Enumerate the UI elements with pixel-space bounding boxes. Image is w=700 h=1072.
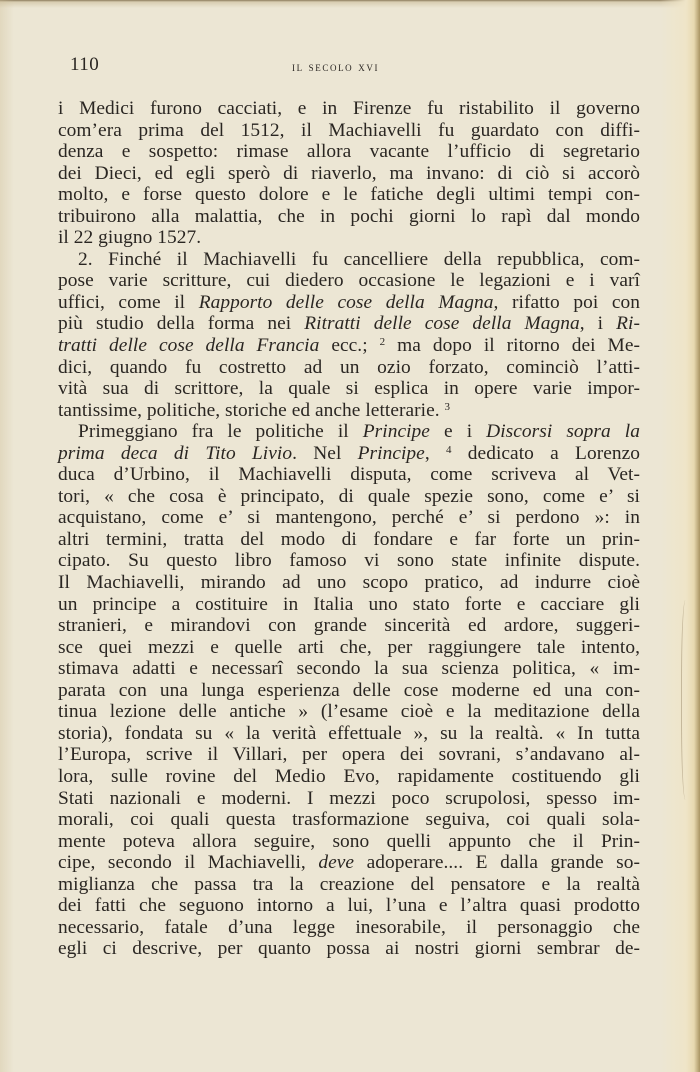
text-line: stimava adatti e necessarî secondo la sua scienza politica, « im- (58, 658, 640, 680)
text-line: altri termini, tratta del modo di fondare e far forte un prin- (58, 528, 640, 550)
text-line: denza e sospetto: rimase allora vacante l’ufficio di segretario (58, 141, 640, 163)
text-line: acquistano, come e’ si mantengono, perché e’ si perdono »: in (58, 507, 640, 529)
text-run: dedicato a Lorenzo (451, 442, 641, 464)
text-line: Stati nazionali e moderni. I mezzi poco scrupolosi, spesso im- (58, 787, 640, 809)
text-run: uffici, come il (58, 291, 199, 313)
text-line: dici, quando fu costretto ad un ozio forzato, cominciò l’atti- (58, 356, 640, 378)
text-line (58, 292, 640, 314)
text-run: e i (429, 421, 487, 443)
text-run: cipe, secondo il Machiavelli, (58, 852, 319, 874)
text-run: . Nel (292, 442, 358, 464)
text-line: dei Dieci, ed egli sperò di riaverlo, ma invano: di ciò si accorò (58, 162, 640, 184)
text-line (58, 313, 640, 335)
text-line: dei fatti che seguono intorno a lui, l’una e l’altra quasi prodotto (58, 895, 640, 917)
text-run: , rifatto poi con (493, 291, 640, 313)
text-line: sce quei mezzi e quelle arti che, per raggiungere tale intento, (58, 636, 640, 658)
text-line: 2. Finché il Machiavelli fu cancelliere della repubblica, com- (78, 248, 640, 270)
text-line: necessario, fatale d’una legge inesorabile, il personaggio che (58, 916, 640, 938)
text-run: , (424, 442, 446, 464)
text-line: tinua lezione delle antiche » (l’esame cioè e la meditazione della (58, 701, 640, 723)
text-line: lora, sulle rovine del Medio Evo, rapidamente costituendo gli (58, 765, 640, 787)
italic-title: Rapporto delle cose della Magna (198, 291, 494, 313)
text-run: Primeggiano fra le politiche il (78, 421, 363, 443)
text-run: tantissime, politiche, storiche ed anche letterarie. (58, 399, 445, 421)
text-line: miglianza che passa tra la creazione del pensatore e la realtà (58, 873, 640, 895)
text-line (58, 400, 640, 422)
text-run: adoperare.... E dalla grande so- (354, 852, 640, 874)
footnote-marker: 3 (444, 400, 451, 413)
text-run: , i (579, 313, 617, 335)
text-line (58, 852, 640, 874)
text-line: tribuirono alla malattia, che in pochi giorni lo rapì dal mondo (58, 205, 640, 227)
text-run: ecc.; (319, 335, 380, 357)
text-line (58, 335, 640, 357)
text-line: pose varie scritture, cui diedero occasione le legazioni e i varî (58, 270, 640, 292)
text-line: morali, coi quali questa trasformazione seguiva, coi quali sola- (58, 809, 640, 831)
text-line: com’era prima del 1512, il Machiavelli fu guardato con diffi- (58, 119, 640, 141)
text-line: i Medici furono cacciati, e in Firenze fu ristabilito il governo (58, 98, 640, 119)
footnote-marker: 4 (445, 443, 452, 456)
text-line: tori, « che cosa è principato, di quale spezie sono, come e’ si (58, 485, 640, 507)
italic-title: tratti delle cose della Francia (58, 335, 320, 357)
italic-title: Ritratti delle cose della Magna (304, 313, 580, 335)
text-line: il 22 giugno 1527. (58, 227, 202, 249)
text-line (58, 443, 640, 465)
body-text (58, 98, 640, 960)
running-title: il secolo xvi (292, 59, 380, 74)
italic-title: Principe (357, 442, 425, 464)
text-run: più studio della forma nei (58, 313, 305, 335)
footnote-marker: 2 (379, 336, 386, 349)
text-run: ma dopo il ritorno dei Me- (385, 335, 640, 357)
text-line: Il Machiavelli, mirando ad uno scopo pratico, ad indurre cioè (58, 572, 640, 594)
page-number: 110 (70, 54, 100, 75)
text-line: stranieri, e mirandovi con grande sincerità ed ardore, suggeri- (58, 615, 640, 637)
text-line: parata con una lunga esperienza delle cose moderne ed una con- (58, 679, 640, 701)
italic-title: Principe (362, 421, 430, 443)
italic-title: Ri- (616, 313, 640, 335)
italic-title: prima deca di Tito Livio (58, 442, 293, 464)
text-line: cipato. Su questo libro famoso vi sono state infinite dispute. (58, 550, 640, 572)
italic-title: Discorsi sopra la (486, 421, 640, 443)
text-line: mente poteva allora seguire, sono quelli appunto che il Prin- (58, 830, 640, 852)
text-line: vità sua di scrittore, la quale si esplica in opere varie impor- (58, 378, 640, 400)
text-line: duca d’Urbino, il Machiavelli disputa, come scriveva al Vet- (58, 464, 640, 486)
running-head (70, 54, 648, 78)
text-line: egli ci descrive, per quanto possa ai nostri giorni sembrar de- (58, 938, 640, 960)
text-line (58, 421, 640, 443)
text-line: molto, e forse questo dolore e le fatiche degli ultimi tempi con- (58, 184, 640, 206)
text-line: l’Europa, scrive il Villari, per opera dei sovrani, s’andavano al- (58, 744, 640, 766)
text-line: storia), fondata su « la verità effettuale », su la realtà. « In tutta (58, 722, 640, 744)
italic-title: deve (318, 852, 355, 874)
page-edge-crease (681, 600, 692, 800)
text-line: un principe a costituire in Italia uno stato forte e cacciare gli (58, 593, 640, 615)
